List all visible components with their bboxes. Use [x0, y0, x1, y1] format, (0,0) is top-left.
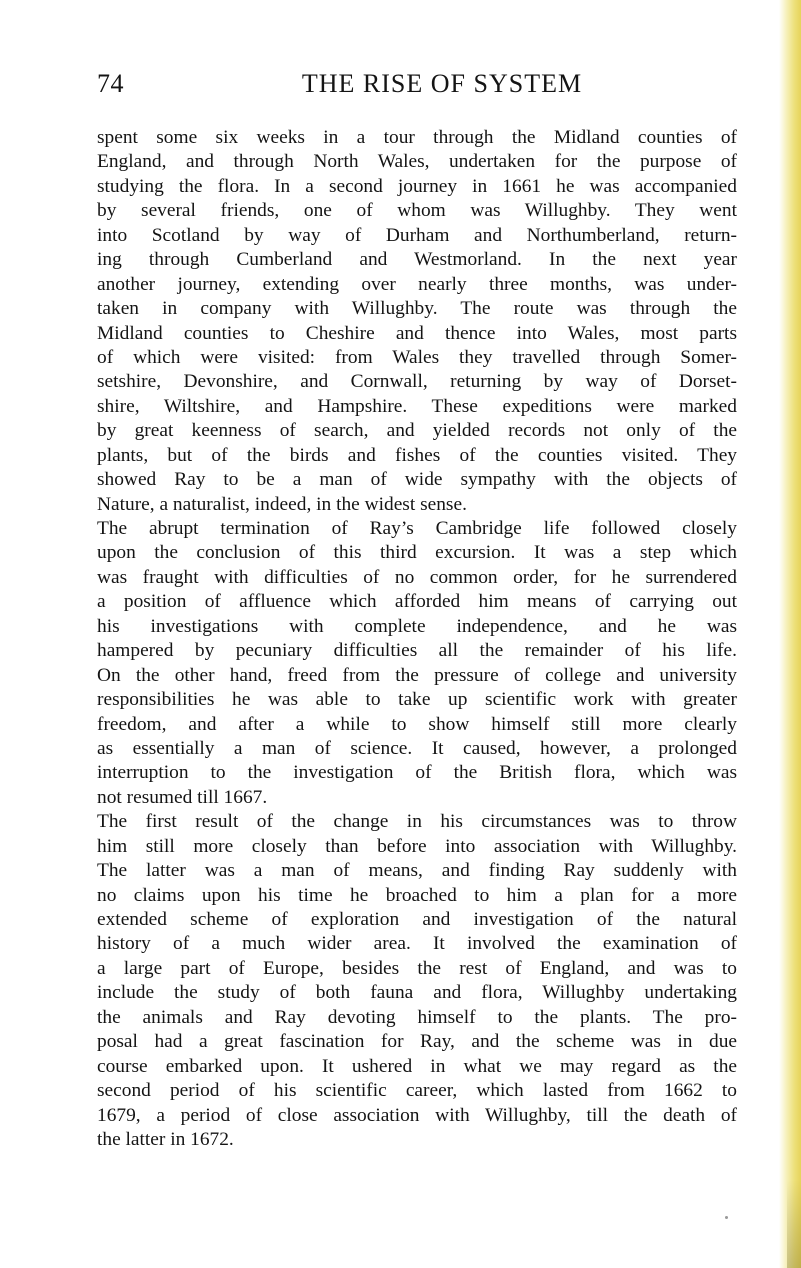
text-line: history of a much wider area. It involved the examination of [97, 933, 737, 955]
text-line: into Scotland by way of Durham and Northumberland, return- [97, 224, 737, 246]
text-line: responsibilities he was able to take up scientific work with greater [97, 689, 737, 711]
text-line: include the study of both fauna and flora, Willughby undertaking [97, 982, 737, 1004]
text-line: Nature, a naturalist, indeed, in the widest sense. [97, 493, 467, 515]
text-line: posal had a great fascination for Ray, and the scheme was in due [97, 1031, 737, 1053]
text-line: England, and through North Wales, undertaken for the purpose of [97, 151, 737, 173]
text-line: a position of affluence which afforded him means of carrying out [97, 591, 737, 613]
running-head: THE RISE OF SYSTEM [301, 69, 583, 98]
text-line: the animals and Ray devoting himself to the plants. The pro- [97, 1006, 737, 1028]
text-line: extended scheme of exploration and investigation of the natural [97, 909, 737, 930]
text-line: course embarked upon. It ushered in what we may regard as the [97, 1055, 737, 1077]
text-line: by great keenness of search, and yielded records not only of the [97, 420, 737, 442]
text-line: studying the flora. In a second journey in 1661 he was accompanied [97, 175, 737, 197]
text-line: interruption to the investigation of the British flora, which was [97, 762, 737, 784]
text-line: spent some six weeks in a tour through the Midland counties of [97, 127, 737, 148]
text-line: taken in company with Willughby. The route was through the [97, 298, 737, 320]
page-header [97, 66, 737, 102]
text-line: not resumed till 1667. [97, 786, 268, 808]
text-line: of which were visited: from Wales they travelled through Somer- [97, 346, 737, 368]
text-line: his investigations with complete independence, and he was [97, 615, 737, 637]
page-edge-shadow [787, 1180, 801, 1268]
text-line: no claims upon his time he broached to him a plan for a more [97, 884, 737, 906]
text-line: second period of his scientific career, which lasted from 1662 to [97, 1080, 737, 1102]
text-line: plants, but of the birds and fishes of the counties visited. They [97, 444, 737, 466]
text-line: a large part of Europe, besides the rest of England, and was to [97, 957, 737, 979]
text-line: On the other hand, freed from the pressure of college and university [97, 664, 737, 686]
paper-speck [725, 1216, 728, 1219]
text-line: hampered by pecuniary difficulties all the remainder of his life. [97, 640, 737, 662]
page-edge-decoration [779, 0, 801, 1268]
text-line: the latter in 1672. [97, 1128, 234, 1150]
text-line: another journey, extending over nearly three months, was under- [97, 273, 737, 295]
text-line: ing through Cumberland and Westmorland. In the next year [97, 249, 737, 271]
text-line: upon the conclusion of this third excursion. It was a step which [97, 542, 737, 564]
text-line: The latter was a man of means, and finding Ray suddenly with [97, 860, 737, 882]
text-line: The first result of the change in his circumstances was to throw [97, 811, 737, 833]
text-line: setshire, Devonshire, and Cornwall, returning by way of Dorset- [97, 371, 737, 393]
text-line: shire, Wiltshire, and Hampshire. These expeditions were marked [97, 395, 737, 417]
text-line: was fraught with difficulties of no common order, for he surrendered [97, 566, 737, 588]
text-line: freedom, and after a while to show himself still more clearly [97, 713, 737, 735]
text-line: Midland counties to Cheshire and thence into Wales, most parts [97, 322, 737, 344]
text-line: by several friends, one of whom was Willughby. They went [97, 200, 737, 222]
text-line: 1679, a period of close association with Willughby, till the death of [97, 1104, 737, 1126]
text-line: as essentially a man of science. It caused, however, a prolonged [97, 737, 737, 759]
body-text [97, 126, 737, 1152]
text-line: showed Ray to be a man of wide sympathy with the objects of [97, 469, 737, 491]
text-line: him still more closely than before into association with Willughby. [97, 835, 737, 857]
text-line: The abrupt termination of Ray’s Cambridge life followed closely [97, 518, 737, 539]
page-number: 74 [97, 69, 124, 98]
